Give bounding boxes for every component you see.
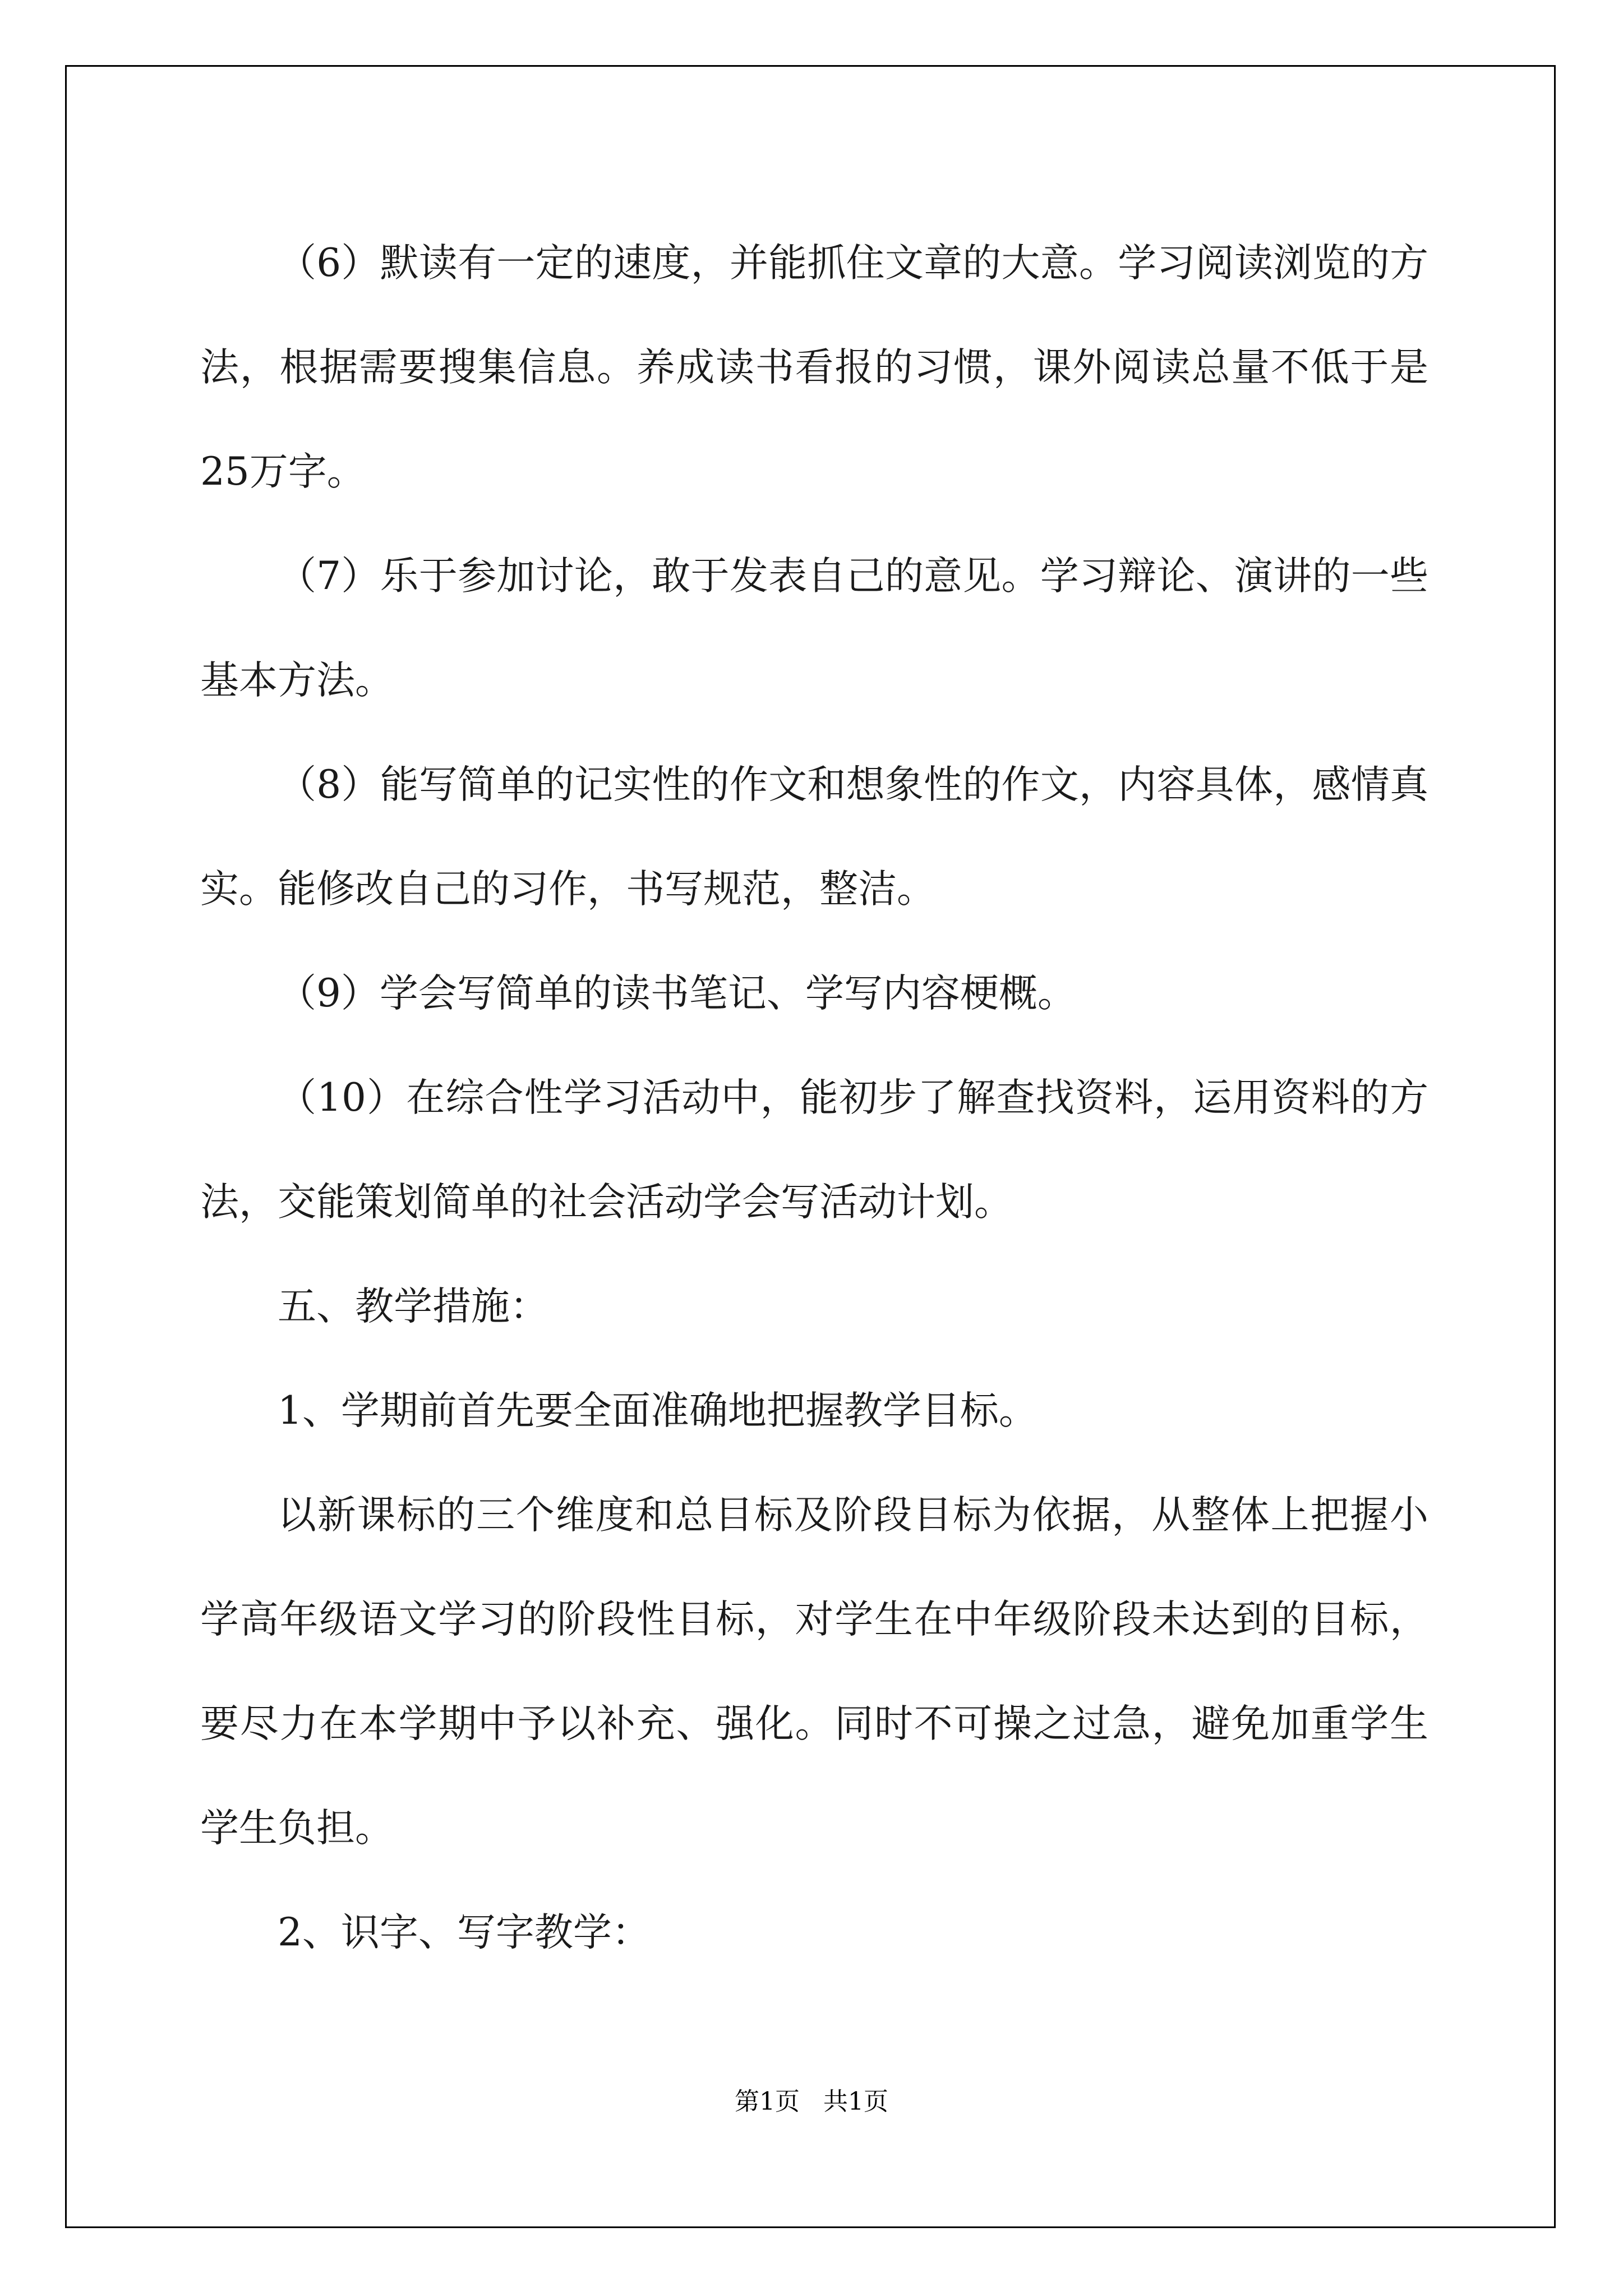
measure-1-body: 以新课标的三个维度和总目标及阶段目标为依据，从整体上把握小学高年级语文学习的阶段性目标，对学生在中年级阶段未达到的目标，要尽力在本学期中予以补充、强化。同时不可操之过急，避免加重学生学生负担。 xyxy=(200,1493,1428,1851)
page-number-footer: 第1页 共1页 xyxy=(735,2087,888,2116)
document-body xyxy=(200,211,1428,1985)
paragraph-item-10: （10）在综合性学习活动中，能初步了解查找资料，运用资料的方法，交能策划简单的社会活动学会写活动计划。 xyxy=(200,1075,1428,1225)
measure-2-heading: 2、识字、写字教学： xyxy=(278,1910,651,1955)
paragraph-item-9: （9）学会写简单的读书笔记、学写内容梗概。 xyxy=(278,971,1076,1016)
paragraph-item-8: （8）能写简单的记实性的作文和想象性的作文，内容具体，感情真实。能修改自己的习作，书写规范，整洁。 xyxy=(200,762,1428,912)
paragraph-item-7: （7）乐于参加讨论，敢于发表自己的意见。学习辩论、演讲的一些基本方法。 xyxy=(200,554,1428,703)
paragraph-item-6: （6）默读有一定的速度，并能抓住文章的大意。学习阅读浏览的方法，根据需要搜集信息。养成读书看报的习惯，课外阅读总量不低于是25万字。 xyxy=(200,241,1428,494)
section-heading-teaching-measures: 五、教学措施： xyxy=(278,1284,548,1329)
measure-1-heading: 1、学期前首先要全面准确地把握教学目标。 xyxy=(278,1388,1038,1433)
